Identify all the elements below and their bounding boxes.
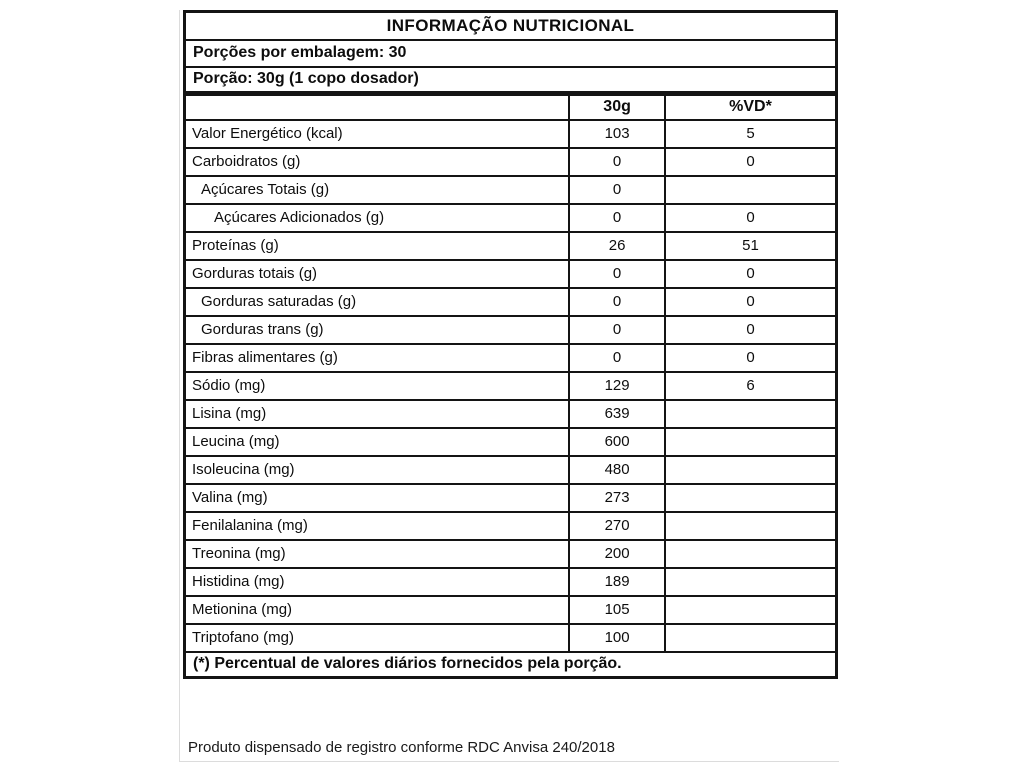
nutrient-label: Valina (mg): [185, 484, 570, 512]
table-row: [185, 260, 837, 288]
nutrient-amount: 600: [569, 428, 665, 456]
table-row: [185, 120, 837, 148]
nutrient-label: Carboidratos (g): [185, 148, 570, 176]
servings-per-package: Porções por embalagem: 30: [185, 40, 837, 67]
table-row: [185, 400, 837, 428]
nutrition-facts-table: [183, 10, 838, 679]
nutrient-daily-value: [665, 540, 836, 568]
amount-column-header: 30g: [569, 94, 665, 120]
regulatory-note: Produto dispensado de registro conforme RDC Anvisa 240/2018: [188, 739, 615, 756]
nutrient-label: Sódio (mg): [185, 372, 570, 400]
nutrient-amount: 270: [569, 512, 665, 540]
table-row: [185, 232, 837, 260]
nutrient-label: Gorduras saturadas (g): [185, 288, 570, 316]
nutrient-amount: 105: [569, 596, 665, 624]
nutrient-label: Lisina (mg): [185, 400, 570, 428]
table-row: [185, 288, 837, 316]
nutrient-label: Metionina (mg): [185, 596, 570, 624]
table-row: [185, 176, 837, 204]
nutrient-daily-value: 5: [665, 120, 836, 148]
nutrient-daily-value: [665, 568, 836, 596]
nutrient-label: Gorduras trans (g): [185, 316, 570, 344]
table-row: [185, 596, 837, 624]
nutrient-daily-value: [665, 484, 836, 512]
nutrient-label: Proteínas (g): [185, 232, 570, 260]
nutrient-daily-value: 0: [665, 148, 836, 176]
nutrient-amount: 480: [569, 456, 665, 484]
table-row: [185, 484, 837, 512]
nutrient-amount: 0: [569, 260, 665, 288]
nutrient-amount: 200: [569, 540, 665, 568]
nutrient-label: Gorduras totais (g): [185, 260, 570, 288]
table-row: [185, 540, 837, 568]
nutrient-label: Treonina (mg): [185, 540, 570, 568]
nutrient-amount: 0: [569, 148, 665, 176]
nutrient-daily-value: 6: [665, 372, 836, 400]
nutrient-daily-value: 0: [665, 260, 836, 288]
daily-values-footnote: (*) Percentual de valores diários fornecidos pela porção.: [185, 652, 837, 678]
footnote-row: [185, 652, 837, 678]
nutrient-daily-value: [665, 456, 836, 484]
nutrient-label: Fibras alimentares (g): [185, 344, 570, 372]
table-row: [185, 372, 837, 400]
portion-row: [185, 67, 837, 94]
nutrient-label: Fenilalanina (mg): [185, 512, 570, 540]
label-edge-artifact-left: [179, 10, 180, 762]
table-row: [185, 568, 837, 596]
servings-row: [185, 40, 837, 67]
table-row: [185, 428, 837, 456]
table-row: [185, 512, 837, 540]
nutrient-daily-value: [665, 624, 836, 652]
nutrient-amount: 103: [569, 120, 665, 148]
nutrient-amount: 129: [569, 372, 665, 400]
nutrient-rows: [185, 120, 837, 652]
nutrient-label: Isoleucina (mg): [185, 456, 570, 484]
table-row: [185, 204, 837, 232]
nutrient-daily-value: 0: [665, 288, 836, 316]
table-row: [185, 624, 837, 652]
nutrient-amount: 0: [569, 288, 665, 316]
nutrient-amount: 273: [569, 484, 665, 512]
title-row: [185, 12, 837, 40]
table-row: [185, 148, 837, 176]
dv-column-header: %VD*: [665, 94, 836, 120]
nutrient-daily-value: [665, 596, 836, 624]
table-row: [185, 456, 837, 484]
nutrient-daily-value: 0: [665, 344, 836, 372]
nutrient-daily-value: [665, 400, 836, 428]
nutrient-label: Histidina (mg): [185, 568, 570, 596]
nutrient-label: Açúcares Totais (g): [185, 176, 570, 204]
nutrient-column-header: [185, 94, 570, 120]
table-row: [185, 344, 837, 372]
nutrient-amount: 100: [569, 624, 665, 652]
table-row: [185, 316, 837, 344]
nutrient-amount: 0: [569, 176, 665, 204]
nutrient-amount: 0: [569, 316, 665, 344]
label-edge-artifact-bottom: [179, 761, 839, 762]
table-title: INFORMAÇÃO NUTRICIONAL: [185, 12, 837, 40]
nutrient-daily-value: [665, 176, 836, 204]
nutrient-label: Açúcares Adicionados (g): [185, 204, 570, 232]
nutrient-daily-value: 51: [665, 232, 836, 260]
column-header-row: [185, 94, 837, 120]
nutrient-label: Leucina (mg): [185, 428, 570, 456]
nutrient-label: Valor Energético (kcal): [185, 120, 570, 148]
nutrient-label: Triptofano (mg): [185, 624, 570, 652]
nutrient-amount: 26: [569, 232, 665, 260]
nutrient-amount: 189: [569, 568, 665, 596]
nutrient-amount: 0: [569, 344, 665, 372]
nutrient-daily-value: [665, 428, 836, 456]
nutrient-daily-value: [665, 512, 836, 540]
nutrient-amount: 0: [569, 204, 665, 232]
nutrient-daily-value: 0: [665, 316, 836, 344]
portion-size: Porção: 30g (1 copo dosador): [185, 67, 837, 94]
nutrient-amount: 639: [569, 400, 665, 428]
nutrient-daily-value: 0: [665, 204, 836, 232]
